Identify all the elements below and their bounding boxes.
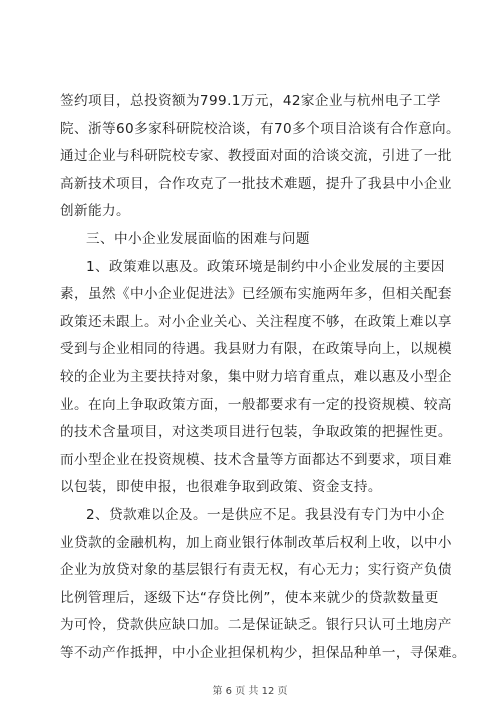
text-line: 等不动产作抵押，中小企业担保机构少，担保品种单一，寻保难。 — [60, 644, 466, 661]
text-line: 高新技术项目，合作攻克了一批技术难题，提升了我县中小企业 — [60, 175, 452, 192]
text-line: 企业为放贷对象的基层银行有责无权，有心无力；实行资产负债 — [60, 562, 452, 579]
page-number-footer: 第 6 页 共 12 页 — [212, 686, 288, 697]
text-line: 受到与企业相同的待遇。我县财力有限，在政策导向上，以规模 — [60, 341, 452, 358]
text-line: 政策还未跟上。对小企业关心、关注程度不够，在政策上难以享 — [60, 313, 452, 330]
text-line: 较的企业为主要扶持对象，集中财力培育重点，难以惠及小型企 — [60, 368, 452, 385]
text-line: 业贷款的金融机构，加上商业银行体制改革后权利上收，以中小 — [60, 534, 452, 551]
text-line: 的技术含量项目，对这类项目进行包装，争取政策的把握性更。 — [60, 424, 452, 441]
text-line: 业。在向上争取政策方面，一般都要求有一定的投资规模、较高 — [60, 396, 452, 413]
text-line: 以包装，即使申报，也很难争取到政策、资金支持。 — [60, 479, 382, 496]
text-line: 院、浙等60多家科研院校洽谈，有70多个项目洽谈有合作意向。 — [60, 120, 461, 137]
text-line: 比例管理后，逐级下达“存贷比例”，使本来就少的贷款数量更 — [60, 589, 439, 606]
text-line: 通过企业与科研院校专家、教授面对面的洽谈交流，引进了一批 — [60, 148, 452, 165]
text-line: 而小型企业在投资规模、技术含量等方面都达不到要求，项目难 — [60, 451, 452, 468]
section-heading: 三、中小企业发展面临的困难与问题 — [86, 230, 310, 247]
text-line: 为可怜，贷款供应缺口加。二是保证缺乏。银行只认可土地房产 — [60, 617, 452, 634]
document-body — [60, 88, 466, 667]
text-line: 创新能力。 — [60, 203, 130, 220]
text-line: 1、政策难以惠及。政策环境是制约中小企业发展的主要因 — [86, 258, 445, 275]
text-line: 2、贷款难以企及。一是供应不足。我县没有专门为中小企 — [86, 506, 445, 523]
text-line: 素，虽然《中小企业促进法》已经颁布实施两年多，但相关配套 — [60, 286, 452, 303]
text-line: 签约项目，总投资额为799.1万元，42家企业与杭州电子工学 — [60, 93, 441, 109]
